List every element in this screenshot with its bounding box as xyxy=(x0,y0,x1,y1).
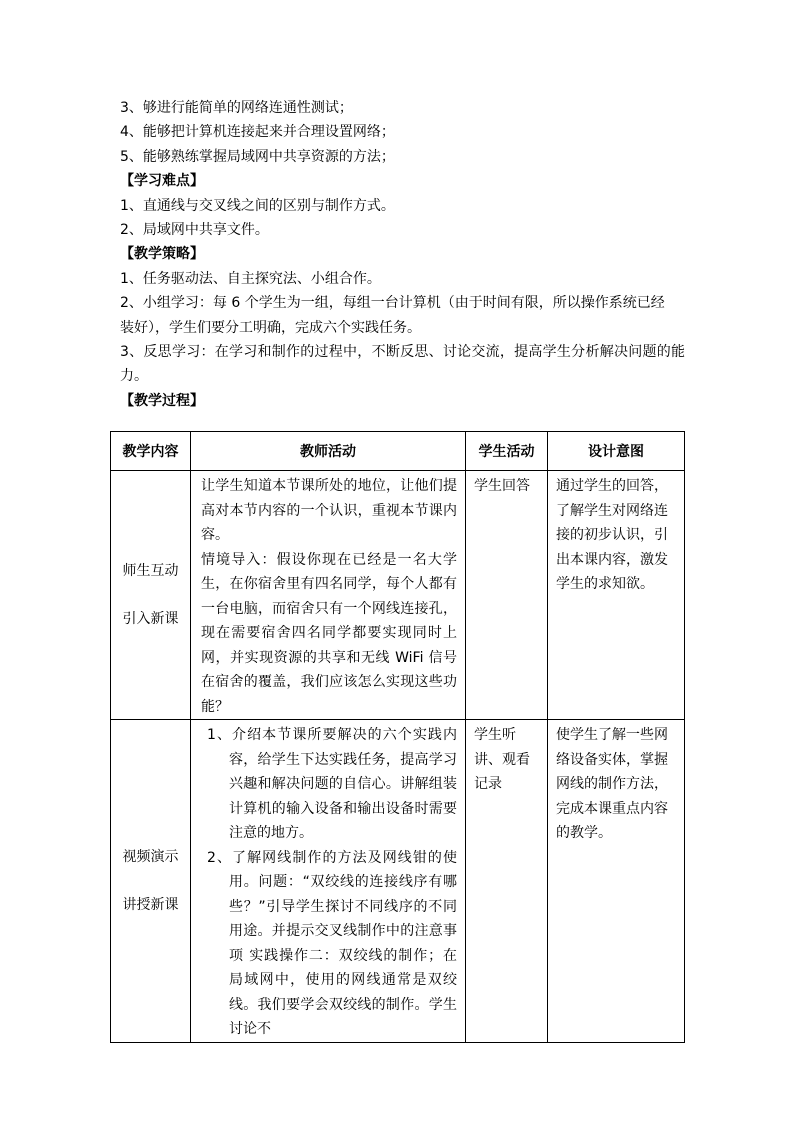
header-student-activity: 学生活动 xyxy=(466,432,548,471)
header-teacher-activity: 教师活动 xyxy=(191,432,466,471)
teacher-task-item: 1、介绍本节课所要解决的六个实践内容，给学生下达实践任务，提高学习兴趣和解决问题的自信心。讲解组装计算机的输入设备和输出设备时需要注意的地方。 xyxy=(207,727,457,841)
strategy-2: 2、小组学习：每 6 个学生为一组，每组一台计算机（由于时间有限，所以操作系统已经 xyxy=(120,295,665,312)
design-intent-cell: 通过学生的回答，了解学生对网络连接的初步认识，引出本课内容，激发学生的求知欲。 xyxy=(548,471,685,720)
difficulty-2: 2、局域网中共享文件。 xyxy=(120,222,269,239)
content-line: 讲授新课 xyxy=(122,896,179,913)
lesson-plan-intro xyxy=(120,96,685,413)
student-activity-cell: 学生听讲、观看记录 xyxy=(466,720,548,1043)
objective-4: 4、能够把计算机连接起来并合理设置网络； xyxy=(120,124,395,141)
strategy-1: 1、任务驱动法、自主探究法、小组合作。 xyxy=(120,270,381,287)
content-line: 师生互动 xyxy=(122,563,179,579)
design-intent-cell: 使学生了解一些网络设备实体，掌握网线的制作方法，完成本课重点内容的教学。 xyxy=(548,720,685,1043)
teaching-process-table xyxy=(110,431,685,1043)
content-cell xyxy=(111,720,191,1043)
content-line: 视频演示 xyxy=(122,848,179,865)
table-row xyxy=(111,720,685,1043)
teacher-activity-cell xyxy=(191,471,466,720)
teacher-task-item: 2、了解网线制作的方法及网线钳的使用。问题：“双绞线的连接线序有哪些？”引导学生探讨不同线序的不同用途。并提示交叉线制作中的注意事项 实践操作二：双绞线的制作；在局域网中，使用的网线通常是双绞线。我们要学会双绞线的制作。学生讨论不 xyxy=(207,849,457,1037)
process-heading: 【教学过程】 xyxy=(120,392,204,409)
content-cell xyxy=(111,471,191,720)
difficulty-heading: 【学习难点】 xyxy=(120,173,204,190)
student-activity-cell: 学生回答 xyxy=(466,471,548,720)
strategy-2-cont: 装好），学生们要分工明确，完成六个实践任务。 xyxy=(120,319,421,336)
objective-5: 5、能够熟练掌握局域网中共享资源的方法； xyxy=(120,148,395,165)
objective-3: 3、够进行能简单的网络连通性测试； xyxy=(120,100,353,116)
content-line: 引入新课 xyxy=(122,611,179,627)
table-header-row xyxy=(111,432,685,471)
table-row xyxy=(111,471,685,720)
teacher-activity-cell xyxy=(191,720,466,1043)
difficulty-1: 1、直通线与交叉线之间的区别与制作方式。 xyxy=(120,197,395,214)
teacher-paragraph: 情境导入：假设你现在已经是一名大学生，在你宿舍里有四名同学，每个人都有一台电脑，而宿舍只有一个网线连接孔，现在需要宿舍四名同学都要实现同时上网，并实现资源的共享和无线 WiFi 信号在宿舍的覆盖，我们应该怎么实现这些功能？ xyxy=(201,551,457,715)
header-design-intent: 设计意图 xyxy=(548,432,685,471)
strategy-heading: 【教学策略】 xyxy=(120,246,204,263)
teacher-paragraph: 让学生知道本节课所处的地位，让他们提高对本节内容的一个认识，重视本节课内容。 xyxy=(201,478,457,543)
strategy-3: 3、反思学习：在学习和制作的过程中，不断反思、讨论交流，提高学生分析解决问题的能力。 xyxy=(120,344,685,385)
header-content: 教学内容 xyxy=(111,432,191,471)
